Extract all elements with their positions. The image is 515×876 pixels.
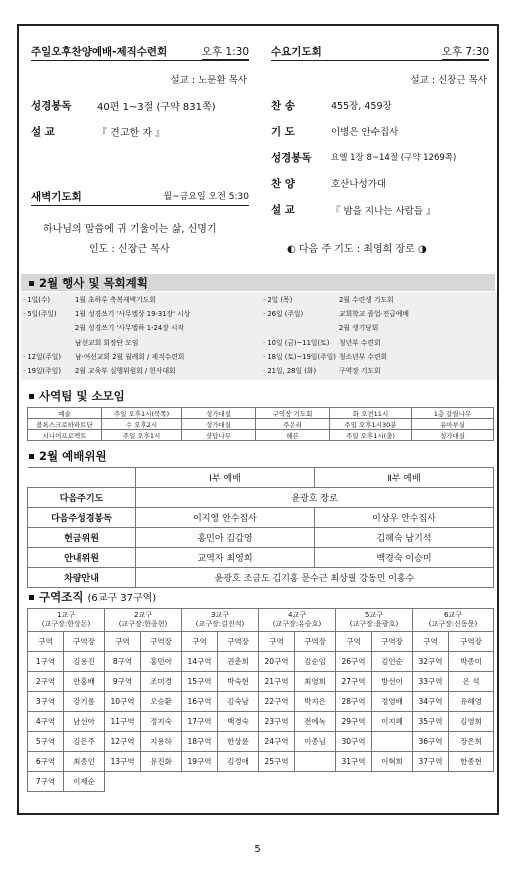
district-leader: 김순임: [295, 652, 336, 672]
servant-names: 윤광호 조금도 김기홍 문수근 최상필 강동민 이홍수: [136, 568, 494, 588]
district-leader: 한상륜: [218, 732, 259, 752]
servant-names: 김혜숙 남기석: [315, 528, 494, 548]
bullet-icon: [29, 454, 34, 459]
district-row: [28, 672, 494, 692]
district-leader: [295, 752, 336, 772]
district-number: 18구역: [182, 732, 218, 752]
districts-title: 구역조직 (6교구 37구역): [29, 589, 156, 605]
district-number: 9구역: [105, 672, 141, 692]
event-description: 2월 교육부 실행위원회 / 헌사대회: [75, 367, 176, 375]
district-leader: 정지숙: [141, 712, 182, 732]
district-number: 21구역: [259, 672, 295, 692]
district-leader: 이혁희: [372, 752, 413, 772]
district-number: [336, 772, 372, 792]
servant-role: 다음주성경봉독: [28, 508, 136, 528]
servant-names: 교역자 최영희: [136, 548, 315, 568]
district-number: 3구역: [28, 692, 64, 712]
district-group-name: 2교구: [134, 611, 152, 619]
event-description: 청년부 수련회: [339, 338, 381, 347]
district-number: [413, 772, 449, 792]
wed-hymn-label: 찬 송: [271, 100, 295, 112]
ministry-cell: 블록스크로하파트단: [28, 419, 102, 430]
district-number: 34구역: [413, 692, 449, 712]
sunday-reading-label: 성경봉독: [31, 100, 72, 112]
ministry-cell: 샷답나무: [182, 430, 256, 441]
event-item: [23, 337, 138, 347]
dawn-prayer-leader: 인도 : 신장근 목사: [89, 244, 170, 255]
district-group-name: 1교구: [57, 611, 75, 619]
event-description: 남·여선교회 2월 월례회 / 제직수련회: [75, 352, 185, 361]
district-column-header: 구역: [28, 632, 64, 652]
page-number: 5: [254, 844, 261, 855]
event-item: [23, 351, 184, 361]
event-item: [23, 365, 176, 375]
district-leader: 김숙남: [218, 692, 259, 712]
district-leader: 장은희: [449, 732, 494, 752]
district-group-header: [259, 609, 336, 632]
district-number: 2구역: [28, 672, 64, 692]
sunday-sermon-label: 설 교: [31, 126, 55, 138]
ministry-cell: 주은리: [256, 419, 330, 430]
district-column-header: 구역장: [64, 632, 105, 652]
ministry-cell: 유아부실: [412, 419, 494, 430]
district-leader: [372, 732, 413, 752]
district-group-header: [28, 609, 105, 632]
district-leader: 조미경: [141, 672, 182, 692]
district-number: 29구역: [336, 712, 372, 732]
district-leader: 정영배: [372, 692, 413, 712]
event-item: [263, 294, 394, 304]
service-2-header: Ⅱ부 예배: [315, 468, 494, 488]
district-number: 5구역: [28, 732, 64, 752]
district-column-header: 구역: [413, 632, 449, 652]
district-row: [28, 772, 494, 792]
event-date: · 2일 (목): [263, 296, 293, 304]
district-number: 14구역: [182, 652, 218, 672]
event-description: 남선교회 회장단 모임: [75, 338, 139, 347]
district-leader: 김은주: [64, 732, 105, 752]
district-leader: [372, 772, 413, 792]
district-number: 11구역: [105, 712, 141, 732]
sunday-sermon-title: 『 견고한 자 』: [97, 128, 166, 139]
district-number: 13구역: [105, 752, 141, 772]
dawn-prayer-theme: 하나님의 말씀에 귀 기울이는 삶, 신명기: [43, 224, 217, 235]
event-item: [263, 351, 387, 361]
district-number: [182, 772, 218, 792]
district-number: 20구역: [259, 652, 295, 672]
district-leader: [449, 772, 494, 792]
dawn-prayer-title: 새벽기도회 월~금요일 오전 5:30: [31, 189, 249, 206]
ministry-cell: 해븐: [256, 430, 330, 441]
district-number: 24구역: [259, 732, 295, 752]
ministry-cell: 구역장 기도회: [256, 408, 330, 419]
district-group-header: [413, 609, 494, 632]
district-group-leader: (교구장:한상돈): [41, 620, 91, 628]
servant-names: 이상우 안수집사: [315, 508, 494, 528]
district-leader: 김용진: [64, 652, 105, 672]
service-1-header: Ⅰ부 예배: [136, 468, 315, 488]
district-number: 25구역: [259, 752, 295, 772]
ministry-cell: 성가대실: [412, 430, 494, 441]
ministry-cell: 예술: [28, 408, 102, 419]
district-leader: 김인순: [372, 652, 413, 672]
event-item: [263, 337, 381, 347]
district-group-header: [336, 609, 413, 632]
wed-hymn-value: 455장, 459장: [331, 101, 392, 112]
ministry-cell: 1층 갈릴나무: [412, 408, 494, 419]
event-date: · 12일(주일): [23, 352, 61, 361]
wed-sermon-label: 설 교: [271, 204, 295, 216]
district-number: 7구역: [28, 772, 64, 792]
event-description: 2월 수련생 기도회: [339, 296, 394, 304]
district-number: 19구역: [182, 752, 218, 772]
district-number: 4구역: [28, 712, 64, 732]
district-number: 6구역: [28, 752, 64, 772]
district-number: 32구역: [413, 652, 449, 672]
district-leader: 박지은: [295, 692, 336, 712]
sunday-afternoon-title: 주일오후찬양예배-제직수련회 오후 1:30: [31, 44, 249, 61]
servant-role: 다음주기도: [28, 488, 136, 508]
ministry-cell: 주일 오후1시: [102, 430, 182, 441]
event-item: [263, 308, 409, 318]
servants-row: [28, 528, 494, 548]
district-leader: 남선아: [64, 712, 105, 732]
district-number: 1구역: [28, 652, 64, 672]
events-right-list: [261, 292, 497, 380]
ministry-row: [28, 419, 494, 430]
ministry-cell: 화 오전11시: [330, 408, 412, 419]
district-leader: 방선이: [372, 672, 413, 692]
ministry-cell: 성가대실: [182, 419, 256, 430]
servants-header-row: [28, 468, 494, 488]
district-number: 27구역: [336, 672, 372, 692]
district-row: [28, 692, 494, 712]
event-description: 1월 성경쓰기 '사무엘상 19-31장' 시상: [75, 310, 191, 319]
ministry-row: [28, 408, 494, 419]
servant-role: 안내위원: [28, 548, 136, 568]
district-leader: 이지혜: [372, 712, 413, 732]
district-column-header: 구역: [105, 632, 141, 652]
district-row: [28, 712, 494, 732]
servant-names: 윤광호 장로: [136, 488, 494, 508]
district-leader: 이종님: [295, 732, 336, 752]
bullet-icon: [29, 595, 34, 600]
district-leader: 안홍배: [64, 672, 105, 692]
servant-names: 백경숙 이승미: [315, 548, 494, 568]
event-description: 교회학교 졸업·진급예배: [339, 310, 409, 319]
district-leader: 오승환: [141, 692, 182, 712]
district-column-row: [28, 632, 494, 652]
district-group-leader: (교구장:김진석): [195, 620, 245, 628]
wednesday-preacher: 설교 : 신장근 목사: [410, 75, 487, 86]
districts-subtitle: (6교구 37구역): [87, 593, 157, 604]
event-item: [23, 308, 190, 318]
district-group-name: 5교구: [365, 611, 383, 619]
district-row: [28, 652, 494, 672]
ministry-cell: 수 오후2시: [102, 419, 182, 430]
servant-names: 홍민아 김갑영: [136, 528, 315, 548]
district-leader: 박종미: [449, 652, 494, 672]
district-leader: 전에녹: [295, 712, 336, 732]
district-leader: [218, 772, 259, 792]
district-column-header: 구역: [259, 632, 295, 652]
events-title: 2월 행사 및 목회계획: [29, 275, 148, 291]
district-leader: 권춘희: [218, 652, 259, 672]
district-column-header: 구역장: [218, 632, 259, 652]
servants-row: [28, 548, 494, 568]
ministry-table: [27, 407, 494, 441]
event-description: 2월 생기당회: [339, 324, 379, 333]
event-date: · 26일 (주일): [263, 310, 304, 319]
district-leader: 박숙현: [218, 672, 259, 692]
district-number: 36구역: [413, 732, 449, 752]
wed-praise-label: 찬 양: [271, 178, 295, 190]
wed-reading-value: 요엘 1장 8~14절 (구약 1269쪽): [331, 153, 457, 163]
district-group-leader: (교구장:유승호): [272, 620, 322, 628]
district-column-header: 구역장: [295, 632, 336, 652]
servants-title: 2월 예배위원: [29, 448, 107, 464]
event-date: · 18일 (토)~19일(주일): [263, 352, 336, 361]
district-number: 33구역: [413, 672, 449, 692]
district-group-header: [182, 609, 259, 632]
district-column-header: 구역장: [141, 632, 182, 652]
district-column-header: 구역: [336, 632, 372, 652]
district-leader: 이제순: [64, 772, 105, 792]
event-item: [263, 322, 378, 332]
district-number: 23구역: [259, 712, 295, 732]
bullet-icon: [29, 394, 34, 399]
wednesday-title: 수요기도회 오후 7:30: [271, 44, 489, 61]
servant-role: 헌금위원: [28, 528, 136, 548]
wed-prayer-label: 기 도: [271, 126, 295, 138]
sunday-afternoon-time: 오후 1:30: [201, 46, 249, 58]
sunday-preacher: 설교 : 노문환 목사: [170, 75, 247, 86]
district-row: [28, 732, 494, 752]
district-number: 15구역: [182, 672, 218, 692]
district-leader: 한종현: [449, 752, 494, 772]
district-number: 28구역: [336, 692, 372, 712]
event-description: 청소년부 수련회: [339, 352, 388, 361]
ministry-row: [28, 430, 494, 441]
event-date: · 21일, 28일 (화): [263, 367, 317, 375]
ministry-title: 사역팀 및 소모임: [29, 388, 125, 404]
servants-row: [28, 488, 494, 508]
wed-prayer-value: 이병은 안수집사: [331, 127, 399, 138]
district-group-leader: (교구장:신동문): [428, 620, 478, 628]
event-date: · 19일(주일): [23, 367, 61, 375]
district-number: 12구역: [105, 732, 141, 752]
district-leader: 강기름: [64, 692, 105, 712]
district-number: 8구역: [105, 652, 141, 672]
district-leader: 백경숙: [218, 712, 259, 732]
event-item: [263, 365, 381, 375]
bulletin-page: [17, 24, 499, 815]
district-group-header: [105, 609, 182, 632]
ministry-cell: 주일 오후1시30분: [330, 419, 412, 430]
event-item: [23, 322, 184, 332]
district-group-row: [28, 609, 494, 632]
district-leader: 은 석: [449, 672, 494, 692]
district-column-header: 구역장: [449, 632, 494, 652]
district-leader: 유진화: [141, 752, 182, 772]
event-description: 구역장 기도회: [339, 367, 381, 375]
dawn-prayer-time: 월~금요일 오전 5:30: [163, 192, 249, 202]
district-leader: 홍민아: [141, 652, 182, 672]
district-number: 30구역: [336, 732, 372, 752]
servant-role: 차량안내: [28, 568, 136, 588]
wed-sermon-title: 『 밤을 지나는 사람들 』: [331, 206, 436, 217]
event-description: 1월 초하루 축복새벽기도회: [75, 296, 156, 304]
events-left-list: [21, 292, 261, 380]
district-group-leader: (교구장:윤광호): [349, 620, 399, 628]
event-description: 2월 성경쓰기 '사무엘하 1-24장 시작: [75, 324, 185, 333]
bullet-icon: [29, 281, 34, 286]
district-group-name: 4교구: [288, 611, 306, 619]
sunday-reading-value: 40편 1~3절 (구약 831쪽): [97, 102, 216, 113]
district-number: 31구역: [336, 752, 372, 772]
district-row: [28, 752, 494, 772]
district-group-leader: (교구장:한종현): [118, 620, 168, 628]
district-number: 22구역: [259, 692, 295, 712]
servants-table: [27, 467, 494, 588]
district-leader: 지용하: [141, 732, 182, 752]
district-leader: 김영희: [449, 712, 494, 732]
ministry-cell: 시니어프로젝트: [28, 430, 102, 441]
district-number: 10구역: [105, 692, 141, 712]
district-group-name: 3교구: [211, 611, 229, 619]
district-leader: [295, 772, 336, 792]
district-leader: [141, 772, 182, 792]
wed-praise-value: 호산나성가대: [331, 179, 387, 190]
district-group-name: 6교구: [444, 611, 462, 619]
district-number: 17구역: [182, 712, 218, 732]
district-column-header: 구역장: [372, 632, 413, 652]
servants-row: [28, 568, 494, 588]
ministry-cell: 주일 오후1시(북쪽): [102, 408, 182, 419]
event-item: [23, 294, 156, 304]
district-number: [259, 772, 295, 792]
district-number: 35구역: [413, 712, 449, 732]
servants-row: [28, 508, 494, 528]
district-column-header: 구역: [182, 632, 218, 652]
district-leader: 최종인: [64, 752, 105, 772]
wednesday-time: 오후 7:30: [441, 46, 489, 58]
next-week-prayer: ◐ 다음 주 기도 : 최영희 장로 ◑: [287, 244, 427, 255]
district-number: 37구역: [413, 752, 449, 772]
district-leader: 최영희: [295, 672, 336, 692]
district-number: [105, 772, 141, 792]
district-number: 26구역: [336, 652, 372, 672]
district-leader: 김정애: [218, 752, 259, 772]
ministry-cell: 성가대실: [182, 408, 256, 419]
event-date: · 1일(수): [23, 296, 51, 304]
district-leader: 유혜영: [449, 692, 494, 712]
district-table: [27, 608, 494, 792]
event-date: · 10일 (금)~11일(토): [263, 338, 330, 347]
servant-names: 이지영 안수집사: [136, 508, 315, 528]
ministry-cell: 주일 오후1시(출): [330, 430, 412, 441]
district-number: 16구역: [182, 692, 218, 712]
wed-reading-label: 성경봉독: [271, 152, 312, 164]
event-date: · 5일(주일): [23, 310, 57, 319]
